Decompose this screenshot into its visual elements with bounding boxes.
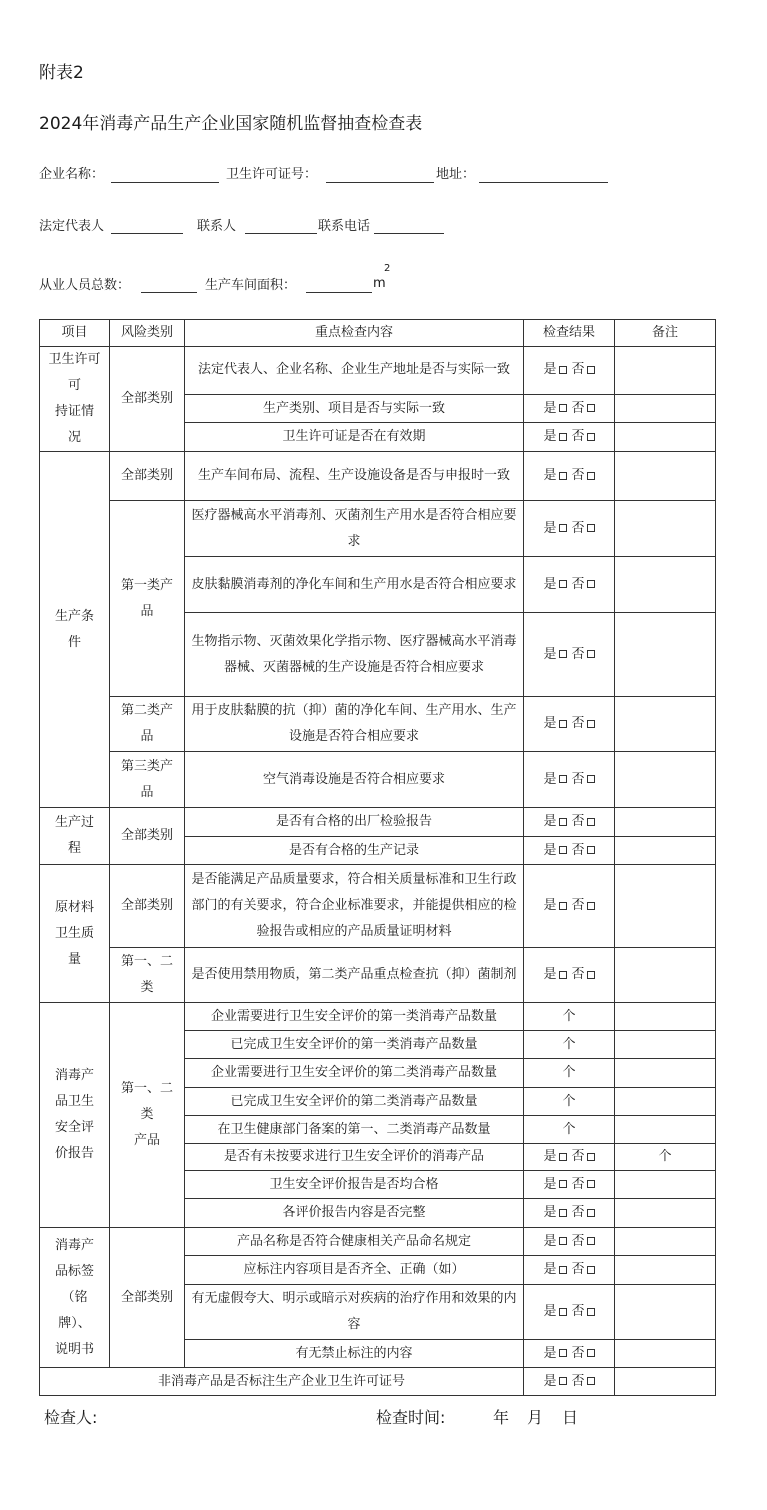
yes-label: 是 [543,716,557,731]
yes-checkbox[interactable] [559,1349,567,1357]
remark-cell[interactable] [615,752,716,808]
yes-label: 是 [543,1345,557,1361]
attachment-label: 附表2 [39,63,84,83]
yes-label: 是 [543,1149,557,1164]
no-label: 否 [571,1205,585,1220]
address-label: 地址： [436,167,476,182]
phone-field[interactable] [374,233,444,234]
section-labels: 消毒产 品标签 （铭 牌）、 说明书 [40,1228,110,1368]
check-item: 法定代表人、企业名称、企业生产地址是否与实际一致 [185,347,524,395]
check-result[interactable] [524,697,615,752]
header-content: 重点检查内容 [185,320,524,347]
table-row [40,1368,716,1396]
risk-cell: 全部类别 [110,808,185,865]
risk-cell: 全部类别 [110,1228,185,1368]
count-cell[interactable]: 个 [524,1116,615,1144]
check-item: 生产类别、项目是否与实际一致 [185,394,524,423]
check-result[interactable] [524,752,615,808]
no-checkbox[interactable] [587,1180,595,1188]
table-row [40,697,716,752]
remark-cell[interactable] [615,557,716,613]
month-label: 月 [527,1408,544,1427]
yes-option[interactable] [543,647,566,662]
no-option[interactable] [572,362,595,377]
remark-cell[interactable] [615,865,716,948]
legal-rep-label: 法定代表人 [39,219,105,234]
remark-cell[interactable] [615,1256,716,1285]
remark-cell[interactable] [615,394,716,423]
no-label: 否 [571,814,585,829]
no-option[interactable] [572,429,595,444]
check-item: 非消毒产品是否标注生产企业卫生许可证号 [40,1368,524,1396]
check-item: 是否有合格的出厂检验报告 [185,808,524,837]
check-item: 卫生许可证是否在有效期 [185,423,524,452]
contact-label: 联系人 [197,219,237,234]
check-result[interactable] [524,613,615,697]
no-checkbox[interactable] [587,1153,595,1161]
contact-field[interactable] [245,233,317,234]
no-option[interactable] [572,1374,595,1389]
check-result[interactable] [524,394,615,423]
yes-option[interactable] [543,843,566,858]
header-item: 项目 [40,320,110,347]
no-label: 否 [571,967,585,982]
yes-option[interactable] [543,1177,566,1192]
no-checkbox[interactable] [587,472,595,480]
check-result[interactable] [524,1340,615,1368]
no-label: 否 [571,576,585,592]
yes-checkbox[interactable] [559,404,567,412]
no-option[interactable] [572,967,595,982]
remark-cell[interactable] [615,613,716,697]
no-label: 否 [571,400,585,416]
check-item: 已完成卫生安全评价的第二类消毒产品数量 [185,1088,524,1116]
count-cell[interactable]: 个 [524,1003,615,1031]
day-label: 日 [562,1408,579,1427]
yes-checkbox[interactable] [559,1209,567,1217]
yes-checkbox[interactable] [559,1180,567,1188]
table-row [40,452,716,501]
check-item: 是否使用禁用物质，第二类产品重点检查抗（抑）菌制剂 [185,948,524,1003]
page-title: 2024年消毒产品生产企业国家随机监督抽查检查表 [39,114,423,134]
no-label: 否 [571,362,585,378]
risk-cell: 第二类产 品 [110,697,185,752]
count-cell[interactable]: 个 [524,1088,615,1116]
yes-label: 是 [543,1262,557,1277]
yes-label: 是 [543,898,557,913]
check-result[interactable] [524,1144,615,1171]
company-name-field[interactable] [111,182,219,183]
no-option[interactable] [572,814,595,829]
area-exponent: 2 [384,263,391,274]
yes-label: 是 [543,1233,557,1249]
workshop-area-label: 生产车间面积： [205,278,297,293]
check-item: 有无虚假夸大、明示或暗示对疾病的治疗作用和效果的内容 [185,1285,524,1340]
table-row [40,347,716,395]
no-option[interactable] [572,521,595,536]
yes-label: 是 [543,967,557,982]
no-label: 否 [571,1262,585,1277]
yes-option[interactable] [543,814,566,829]
check-result[interactable] [524,1199,615,1228]
no-label: 否 [571,429,585,445]
check-result[interactable] [524,865,615,948]
no-checkbox[interactable] [587,1308,595,1316]
yes-checkbox[interactable] [559,902,567,910]
section-safety-eval: 消毒产 品卫生 安全评 价报告 [40,1003,110,1228]
no-label: 否 [571,771,585,787]
yes-label: 是 [543,842,557,858]
count-cell[interactable]: 个 [524,1059,615,1088]
yes-option[interactable] [543,898,566,913]
risk-cell: 第三类产 品 [110,752,185,808]
table-row [40,1003,716,1031]
risk-cell: 全部类别 [110,452,185,501]
no-option[interactable] [572,1262,595,1277]
check-item: 是否能满足产品质量要求，符合相关质量标准和卫生行政部门的有关要求，符合企业标准要求，并能提供相应的检验报告或相应的产品质量证明材料 [185,865,524,948]
no-checkbox[interactable] [587,404,595,412]
yes-label: 是 [543,771,557,787]
check-item: 应标注内容项目是否齐全、正确（如） [185,1256,524,1285]
yes-option[interactable] [543,716,566,731]
check-result[interactable] [524,1256,615,1285]
yes-label: 是 [543,362,557,378]
no-option[interactable] [572,716,595,731]
remark-cell[interactable] [615,423,716,452]
yes-checkbox[interactable] [559,1153,567,1161]
yes-checkbox[interactable] [559,472,567,480]
check-item: 卫生安全评价报告是否均合格 [185,1171,524,1199]
yes-option[interactable] [543,468,566,483]
no-option[interactable] [572,1346,595,1361]
yes-checkbox[interactable] [559,846,567,854]
yes-option[interactable] [543,1346,566,1361]
yes-label: 是 [543,429,557,445]
yes-checkbox[interactable] [559,1308,567,1316]
remark-cell[interactable] [615,1228,716,1256]
no-label: 否 [571,1304,585,1319]
yes-option[interactable] [543,429,566,444]
yes-option[interactable] [543,1149,566,1164]
no-checkbox[interactable] [587,818,595,826]
no-label: 否 [571,520,585,536]
table-row [40,865,716,948]
no-label: 否 [571,1233,585,1249]
phone-label: 联系电话 [318,219,371,234]
no-checkbox[interactable] [587,902,595,910]
address-field[interactable] [479,182,608,183]
no-label: 否 [571,716,585,731]
count-cell[interactable]: 个 [524,1031,615,1059]
check-result[interactable] [524,501,615,557]
yes-checkbox[interactable] [559,650,567,658]
yes-option[interactable] [543,521,566,536]
no-label: 否 [571,468,585,483]
no-label: 否 [571,1149,585,1164]
staff-total-label: 从业人员总数： [39,278,131,293]
header-result: 检查结果 [524,320,615,347]
yes-label: 是 [543,1176,557,1192]
no-checkbox[interactable] [587,1266,595,1274]
remark-cell[interactable] [615,1088,716,1116]
no-label: 否 [571,1345,585,1361]
area-unit: m [373,276,386,291]
inspect-time-label: 检查时间: [376,1408,446,1427]
check-result[interactable] [524,948,615,1003]
inspection-table [39,319,716,1396]
check-result[interactable] [524,808,615,837]
risk-cell: 第一类产 品 [110,501,185,697]
no-option[interactable] [572,1177,595,1192]
yes-label: 是 [543,400,557,416]
remark-cell[interactable] [615,1199,716,1228]
risk-cell: 第一、二 类 [110,948,185,1003]
remark-cell[interactable] [615,347,716,395]
check-result[interactable] [524,452,615,501]
table-row [40,808,716,837]
check-item: 企业需要进行卫生安全评价的第一类消毒产品数量 [185,1003,524,1031]
no-option[interactable] [572,577,595,592]
remark-cell[interactable] [615,1031,716,1059]
no-checkbox[interactable] [587,366,595,374]
remark-cell[interactable] [615,1059,716,1088]
table-row [40,752,716,808]
no-checkbox[interactable] [587,580,595,588]
yes-label: 是 [543,520,557,536]
table-row [40,948,716,1003]
no-checkbox[interactable] [587,433,595,441]
check-result[interactable] [524,557,615,613]
inspector-label: 检查人: [44,1408,98,1427]
remark-cell[interactable] [615,1003,716,1031]
license-no-label: 卫生许可证号： [226,167,318,182]
remark-cell[interactable] [615,501,716,557]
table-row [40,501,716,557]
no-option[interactable] [572,1304,595,1319]
remark-cell[interactable] [615,948,716,1003]
section-raw-materials: 原材料 卫生质 量 [40,865,110,1003]
section-production-conditions: 生产条 件 [40,452,110,808]
remark-cell[interactable] [615,1116,716,1144]
check-item: 空气消毒设施是否符合相应要求 [185,752,524,808]
yes-option[interactable] [543,1304,566,1319]
section-production-process: 生产过 程 [40,808,110,865]
check-item: 各评价报告内容是否完整 [185,1199,524,1228]
check-item: 在卫生健康部门备案的第一、二类消毒产品数量 [185,1116,524,1144]
no-option[interactable] [572,843,595,858]
no-checkbox[interactable] [587,524,595,532]
license-no-field[interactable] [326,182,434,183]
check-result[interactable] [524,347,615,395]
no-option[interactable] [572,1149,595,1164]
yes-checkbox[interactable] [559,1377,567,1385]
remark-cell[interactable] [615,697,716,752]
year-label: 年 [493,1408,510,1427]
check-item: 是否有未按要求进行卫生安全评价的消毒产品 [185,1144,524,1171]
check-item: 产品名称是否符合健康相关产品命名规定 [185,1228,524,1256]
header-remark: 备注 [615,320,716,347]
no-label: 否 [571,646,585,662]
remark-cell[interactable] [615,1285,716,1340]
check-item: 医疗器械高水平消毒剂、灭菌剂生产用水是否符合相应要求 [185,501,524,557]
yes-checkbox[interactable] [559,366,567,374]
no-checkbox[interactable] [587,846,595,854]
yes-checkbox[interactable] [559,1266,567,1274]
no-checkbox[interactable] [587,1237,595,1245]
risk-cell: 全部类别 [110,347,185,452]
no-option[interactable] [572,1234,595,1249]
no-checkbox[interactable] [587,720,595,728]
yes-option[interactable] [543,1262,566,1277]
yes-label: 是 [543,468,557,483]
staff-total-field[interactable] [141,292,197,293]
legal-rep-field[interactable] [111,233,183,234]
check-result[interactable] [524,423,615,452]
risk-cell: 全部类别 [110,865,185,948]
yes-label: 是 [543,1304,557,1319]
check-item: 皮肤黏膜消毒剂的净化车间和生产用水是否符合相应要求 [185,557,524,613]
header-risk: 风险类别 [110,320,185,347]
check-item: 生产车间布局、流程、生产设施设备是否与申报时一致 [185,452,524,501]
no-option[interactable] [572,772,595,787]
remark-cell[interactable] [615,808,716,837]
yes-option[interactable] [543,1374,566,1389]
workshop-area-field[interactable] [306,292,372,293]
check-item: 企业需要进行卫生安全评价的第二类消毒产品数量 [185,1059,524,1088]
risk-cell: 第一、二 类 产品 [110,1003,185,1228]
no-label: 否 [571,1373,585,1389]
check-result[interactable] [524,1285,615,1340]
no-option[interactable] [572,468,595,483]
yes-label: 是 [543,814,557,829]
check-result[interactable] [524,1228,615,1256]
check-result[interactable] [524,1368,615,1396]
yes-label: 是 [543,1373,557,1389]
check-item: 用于皮肤黏膜的抗（抑）菌的净化车间、生产用水、生产设施是否符合相应要求 [185,697,524,752]
company-name-label: 企业名称： [39,167,105,182]
no-checkbox[interactable] [587,775,595,783]
no-checkbox[interactable] [587,971,595,979]
yes-option[interactable] [543,967,566,982]
check-item: 已完成卫生安全评价的第一类消毒产品数量 [185,1031,524,1059]
no-option[interactable] [572,401,595,416]
section-license: 卫生许可 可 持证情 况 [40,347,110,452]
check-result[interactable] [524,837,615,865]
no-option[interactable] [572,1205,595,1220]
table-header-row [40,320,716,347]
yes-checkbox[interactable] [559,524,567,532]
no-checkbox[interactable] [587,1377,595,1385]
check-item: 生物指示物、灭菌效果化学指示物、医疗器械高水平消毒器械、灭菌器械的生产设施是否符合相应要求 [185,613,524,697]
remark-cell[interactable] [615,1368,716,1396]
no-checkbox[interactable] [587,650,595,658]
table-row [40,1228,716,1256]
remark-cell[interactable] [615,452,716,501]
no-label: 否 [571,842,585,858]
check-item: 有无禁止标注的内容 [185,1340,524,1368]
no-checkbox[interactable] [587,1209,595,1217]
yes-option[interactable] [543,577,566,592]
yes-checkbox[interactable] [559,1237,567,1245]
remark-cell[interactable] [615,1171,716,1199]
no-label: 否 [571,898,585,913]
no-checkbox[interactable] [587,1349,595,1357]
yes-checkbox[interactable] [559,433,567,441]
yes-option[interactable] [543,362,566,377]
remark-count[interactable]: 个 [615,1144,716,1171]
yes-option[interactable] [543,772,566,787]
check-result[interactable] [524,1171,615,1199]
yes-checkbox[interactable] [559,971,567,979]
remark-cell[interactable] [615,1340,716,1368]
check-item: 是否有合格的生产记录 [185,837,524,865]
remark-cell[interactable] [615,837,716,865]
yes-checkbox[interactable] [559,580,567,588]
yes-option[interactable] [543,401,566,416]
no-option[interactable] [572,898,595,913]
yes-label: 是 [543,1205,557,1220]
yes-option[interactable] [543,1234,566,1249]
yes-checkbox[interactable] [559,818,567,826]
yes-checkbox[interactable] [559,720,567,728]
no-option[interactable] [572,647,595,662]
yes-option[interactable] [543,1205,566,1220]
yes-label: 是 [543,576,557,592]
no-label: 否 [571,1176,585,1192]
yes-label: 是 [543,646,557,662]
yes-checkbox[interactable] [559,775,567,783]
